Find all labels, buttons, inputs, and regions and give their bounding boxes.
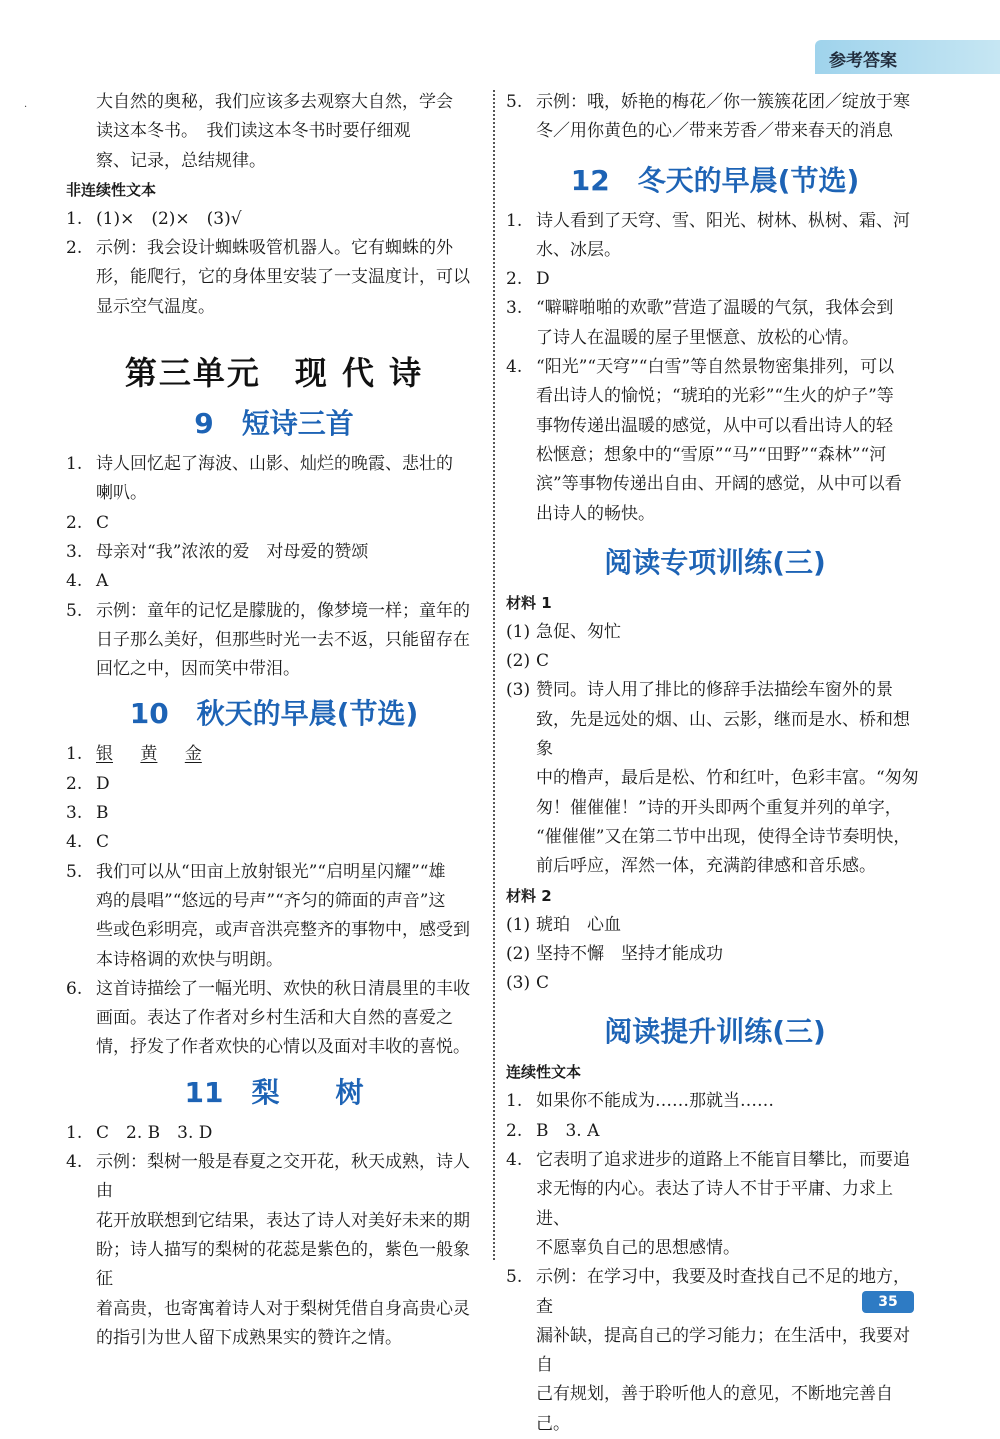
answer-item bbox=[66, 538, 482, 567]
item-number: 1. bbox=[66, 744, 83, 765]
answer-item bbox=[66, 450, 482, 509]
answer-line: (1)× (2)× (3)√ bbox=[96, 208, 242, 229]
lesson-12-items bbox=[506, 207, 924, 529]
lesson-11-title: 11 梨 树 bbox=[184, 1075, 364, 1109]
item-number: 1. bbox=[506, 1091, 523, 1112]
lesson-11-items bbox=[66, 1119, 482, 1353]
answer-item bbox=[506, 969, 924, 998]
improve-items bbox=[506, 1087, 924, 1439]
left-column bbox=[66, 88, 482, 1353]
intro-line: 大自然的奥秘，我们应该多去观察大自然，学会 bbox=[96, 92, 453, 112]
item-number: 2. bbox=[506, 1120, 523, 1141]
item-number: 3. bbox=[66, 541, 83, 562]
item-number: (1) bbox=[506, 621, 531, 642]
answer-item bbox=[66, 205, 482, 234]
answer-item bbox=[506, 88, 924, 147]
answer-word: 金 bbox=[184, 744, 202, 765]
continuous-heading: 连续性文本 bbox=[506, 1063, 582, 1082]
answer-line: 求无悔的内心。表达了诗人不甘于平庸、力求上进、 bbox=[536, 1179, 893, 1229]
answer-word: 银 bbox=[96, 744, 113, 765]
answer-item bbox=[506, 940, 924, 969]
item-number: 4. bbox=[66, 571, 83, 592]
answer-line: 致，先是远处的烟、山、云影，继而是水、桥和想象 bbox=[536, 709, 910, 760]
answer-line: 中的橹声，最后是松、竹和红叶，色彩丰富。“匆匆 bbox=[536, 768, 919, 789]
answer-item bbox=[66, 858, 482, 975]
answer-line: 示例：在学习中，我要及时查找自己不足的地方，查 bbox=[536, 1267, 910, 1317]
lesson-10-items bbox=[66, 770, 482, 1063]
item-number: 4. bbox=[66, 1152, 83, 1173]
item-number: 5. bbox=[66, 600, 83, 621]
lesson-10-q1 bbox=[66, 740, 482, 769]
answer-line: 不愿辜负自己的思想感情。 bbox=[536, 1237, 740, 1258]
answer-line: 事物传递出温暖的感觉，从中可以看出诗人的轻 bbox=[536, 415, 893, 436]
answer-item bbox=[506, 1146, 924, 1263]
answer-item bbox=[66, 567, 482, 596]
answer-line: D bbox=[536, 269, 550, 290]
column-divider bbox=[493, 90, 495, 1260]
carryover-item bbox=[506, 88, 924, 147]
material-2-heading: 材料 2 bbox=[506, 886, 552, 905]
answer-line: C bbox=[96, 512, 110, 533]
answer-line: 漏补缺，提高自己的学习能力；在生活中，我要对自 bbox=[536, 1325, 910, 1376]
answer-line: 急促、匆忙 bbox=[536, 621, 621, 642]
answer-item bbox=[506, 618, 924, 647]
item-number: 1. bbox=[66, 1122, 83, 1143]
item-number: (1) bbox=[506, 914, 531, 935]
item-number: 6. bbox=[66, 978, 83, 999]
answer-line: 我们可以从“田亩上放射银光”“启明星闪耀”“雄 bbox=[96, 861, 446, 882]
answer-line: 喇叭。 bbox=[96, 483, 147, 504]
answer-line: 了诗人在温暖的屋子里惬意、放松的心情。 bbox=[536, 327, 859, 348]
answer-line: “阳光”“天穹”“白雪”等自然景物密集排列，可以 bbox=[536, 357, 895, 378]
item-number: 1. bbox=[66, 208, 83, 229]
answer-line: 些或色彩明亮，或声音洪亮整齐的事物中，感受到 bbox=[96, 920, 470, 941]
answer-line: 看出诗人的愉悦；“琥珀的光彩”“生火的炉子”等 bbox=[536, 386, 894, 407]
item-number: 1. bbox=[506, 210, 523, 231]
answer-line: 滨”等事物传递出自由、开阔的感觉，从中可以看 bbox=[536, 474, 902, 495]
lesson-12-title: 12 冬天的早晨(节选) bbox=[570, 163, 860, 197]
answer-line: 的指引为世人留下成熟果实的赞许之情。 bbox=[96, 1327, 402, 1348]
answer-item bbox=[66, 770, 482, 799]
answer-item bbox=[66, 597, 482, 685]
answer-line: 盼；诗人描写的梨树的花蕊是紫色的，紫色一般象征 bbox=[96, 1239, 470, 1290]
noncontinuous-items bbox=[66, 205, 482, 322]
answer-line: 冬／用你黄色的心／带来芳香／带来春天的消息 bbox=[536, 121, 893, 142]
answer-line: 松惬意；想象中的“雪原”“马”“田野”“森林”“河 bbox=[536, 444, 887, 465]
answer-line: 情，抒发了作者欢快的心情以及面对丰收的喜悦。 bbox=[96, 1037, 470, 1058]
answer-item bbox=[506, 647, 924, 676]
material-1-items bbox=[506, 618, 924, 882]
answer-line: 出诗人的畅快。 bbox=[536, 503, 655, 524]
answer-line: 示例：童年的记忆是朦胧的，像梦境一样；童年的 bbox=[96, 600, 470, 621]
answer-item bbox=[506, 1087, 924, 1116]
answer-line: 匆！催催催！”诗的开头即两个重复并列的单字， bbox=[536, 797, 902, 818]
answer-line: “催催催”又在第二节中出现，使得全诗节奏明快， bbox=[536, 826, 911, 847]
answer-item bbox=[506, 353, 924, 529]
answer-item bbox=[506, 1263, 924, 1439]
answer-line: 诗人看到了天穹、雪、阳光、树林、枞树、霜、河水、冰层。 bbox=[536, 210, 910, 260]
answer-item bbox=[506, 911, 924, 940]
answer-line: C bbox=[96, 832, 110, 853]
answer-line: B 3. A bbox=[536, 1120, 600, 1141]
answer-line: 己有规划，善于聆听他人的意见，不断地完善自己。 bbox=[536, 1384, 893, 1434]
answer-line: D bbox=[96, 773, 110, 794]
material-1-heading: 材料 1 bbox=[506, 593, 552, 612]
answer-item bbox=[506, 1117, 924, 1146]
material-2-items bbox=[506, 911, 924, 999]
answer-line: 示例：梨树一般是春夏之交开花，秋天成熟，诗人由 bbox=[96, 1152, 470, 1202]
item-number: 4. bbox=[66, 832, 83, 853]
answer-line: A bbox=[96, 571, 109, 592]
answer-line: 画面。表达了作者对乡村生活和大自然的喜爱之 bbox=[96, 1008, 453, 1029]
special-training-title: 阅读专项训练(三) bbox=[604, 545, 826, 579]
answer-line: B bbox=[96, 803, 109, 824]
section-tag-label: 参考答案 bbox=[829, 51, 897, 71]
item-number: (3) bbox=[506, 973, 531, 994]
unit-title: 第三单元 现 代 诗 bbox=[124, 354, 424, 393]
answer-item bbox=[66, 1148, 482, 1353]
answer-line: “噼噼啪啪的欢歌”营造了温暖的气氛，我体会到 bbox=[536, 298, 894, 319]
item-number: (3) bbox=[506, 680, 531, 701]
item-number: 2. bbox=[66, 773, 83, 794]
noncontinuous-heading: 非连续性文本 bbox=[66, 180, 157, 199]
item-number: 3. bbox=[506, 298, 523, 319]
answer-line: 示例：哦，娇艳的梅花／你一簇簇花团／绽放于寒 bbox=[536, 92, 910, 112]
answer-line: 着高贵，也寄寓着诗人对于梨树凭借自身高贵心灵 bbox=[96, 1298, 470, 1319]
answer-word: 黄 bbox=[140, 744, 158, 765]
answer-line: 赞同。诗人用了排比的修辞手法描绘车窗外的景 bbox=[536, 680, 893, 701]
right-column bbox=[506, 88, 924, 1439]
section-tag bbox=[815, 40, 1000, 74]
answer-line: 前后呼应，浑然一体，充满韵律感和音乐感。 bbox=[536, 856, 876, 877]
item-number: 2. bbox=[66, 238, 83, 259]
answer-line: 母亲对“我”浓浓的爱 对母爱的赞颂 bbox=[96, 541, 369, 562]
lesson-9-title: 9 短诗三首 bbox=[194, 407, 354, 441]
answer-item bbox=[506, 265, 924, 294]
item-number: 5. bbox=[66, 861, 83, 882]
answer-line: 如果你不能成为……那就当…… bbox=[536, 1091, 774, 1112]
lesson-10-title: 10 秋天的早晨(节选) bbox=[129, 697, 419, 731]
answer-line: C bbox=[536, 651, 550, 672]
answer-line: 形，能爬行，它的身体里安装了一支温度计，可以 bbox=[96, 267, 470, 288]
item-number: 4. bbox=[506, 1150, 523, 1171]
answer-line: 日子那么美好，但那些时光一去不返，只能留存在 bbox=[96, 629, 470, 650]
answer-line: 示例：我会设计蜘蛛吸管机器人。它有蜘蛛的外 bbox=[96, 238, 453, 259]
margin-dot: · bbox=[24, 102, 28, 113]
answer-line: 诗人回忆起了海波、山影、灿烂的晚霞、悲壮的 bbox=[96, 454, 453, 475]
item-number: (2) bbox=[506, 651, 531, 672]
item-number: 5. bbox=[506, 92, 523, 112]
answer-line: 花开放联想到它结果，表达了诗人对美好未来的期 bbox=[96, 1210, 470, 1231]
item-number: (2) bbox=[506, 943, 531, 964]
answer-item bbox=[506, 676, 924, 881]
answer-line: C 2. B 3. D bbox=[96, 1122, 213, 1143]
lesson-9-items bbox=[66, 450, 482, 684]
answer-item bbox=[506, 294, 924, 353]
item-number: 1. bbox=[66, 454, 83, 475]
answer-line: C bbox=[536, 973, 550, 994]
answer-line: 它表明了追求进步的道路上不能盲目攀比，而要追 bbox=[536, 1150, 910, 1171]
answer-item bbox=[66, 234, 482, 322]
item-number: 3. bbox=[66, 803, 83, 824]
answer-line: 显示空气温度。 bbox=[96, 296, 215, 317]
item-number: 2. bbox=[66, 512, 83, 533]
answer-item bbox=[66, 1119, 482, 1148]
answer-item bbox=[66, 509, 482, 538]
item-number: 2. bbox=[506, 269, 523, 290]
answer-item bbox=[66, 799, 482, 828]
answer-line: 回忆之中，因而笑中带泪。 bbox=[96, 659, 300, 680]
improve-training-title: 阅读提升训练(三) bbox=[604, 1015, 826, 1049]
answer-item bbox=[66, 828, 482, 857]
answer-line: 琥珀 心血 bbox=[536, 914, 621, 935]
intro-line: 察、记录，总结规律。 bbox=[96, 150, 266, 171]
answer-line: 坚持不懈 坚持才能成功 bbox=[536, 943, 723, 964]
answer-item bbox=[506, 207, 924, 266]
item-number: 4. bbox=[506, 357, 523, 378]
answer-line: 本诗格调的欢快与明朗。 bbox=[96, 949, 283, 970]
intro-line: 读这本冬书。 我们读这本冬书时要仔细观 bbox=[96, 121, 411, 142]
answer-item bbox=[66, 975, 482, 1063]
intro-block bbox=[66, 88, 482, 176]
page-number: 35 bbox=[862, 1291, 914, 1313]
answer-line: 这首诗描绘了一幅光明、欢快的秋日清晨里的丰收 bbox=[96, 978, 470, 999]
answer-line: 鸡的晨唱”“悠远的号声”“齐匀的筛面的声音”这 bbox=[96, 890, 446, 911]
item-number: 5. bbox=[506, 1267, 523, 1288]
